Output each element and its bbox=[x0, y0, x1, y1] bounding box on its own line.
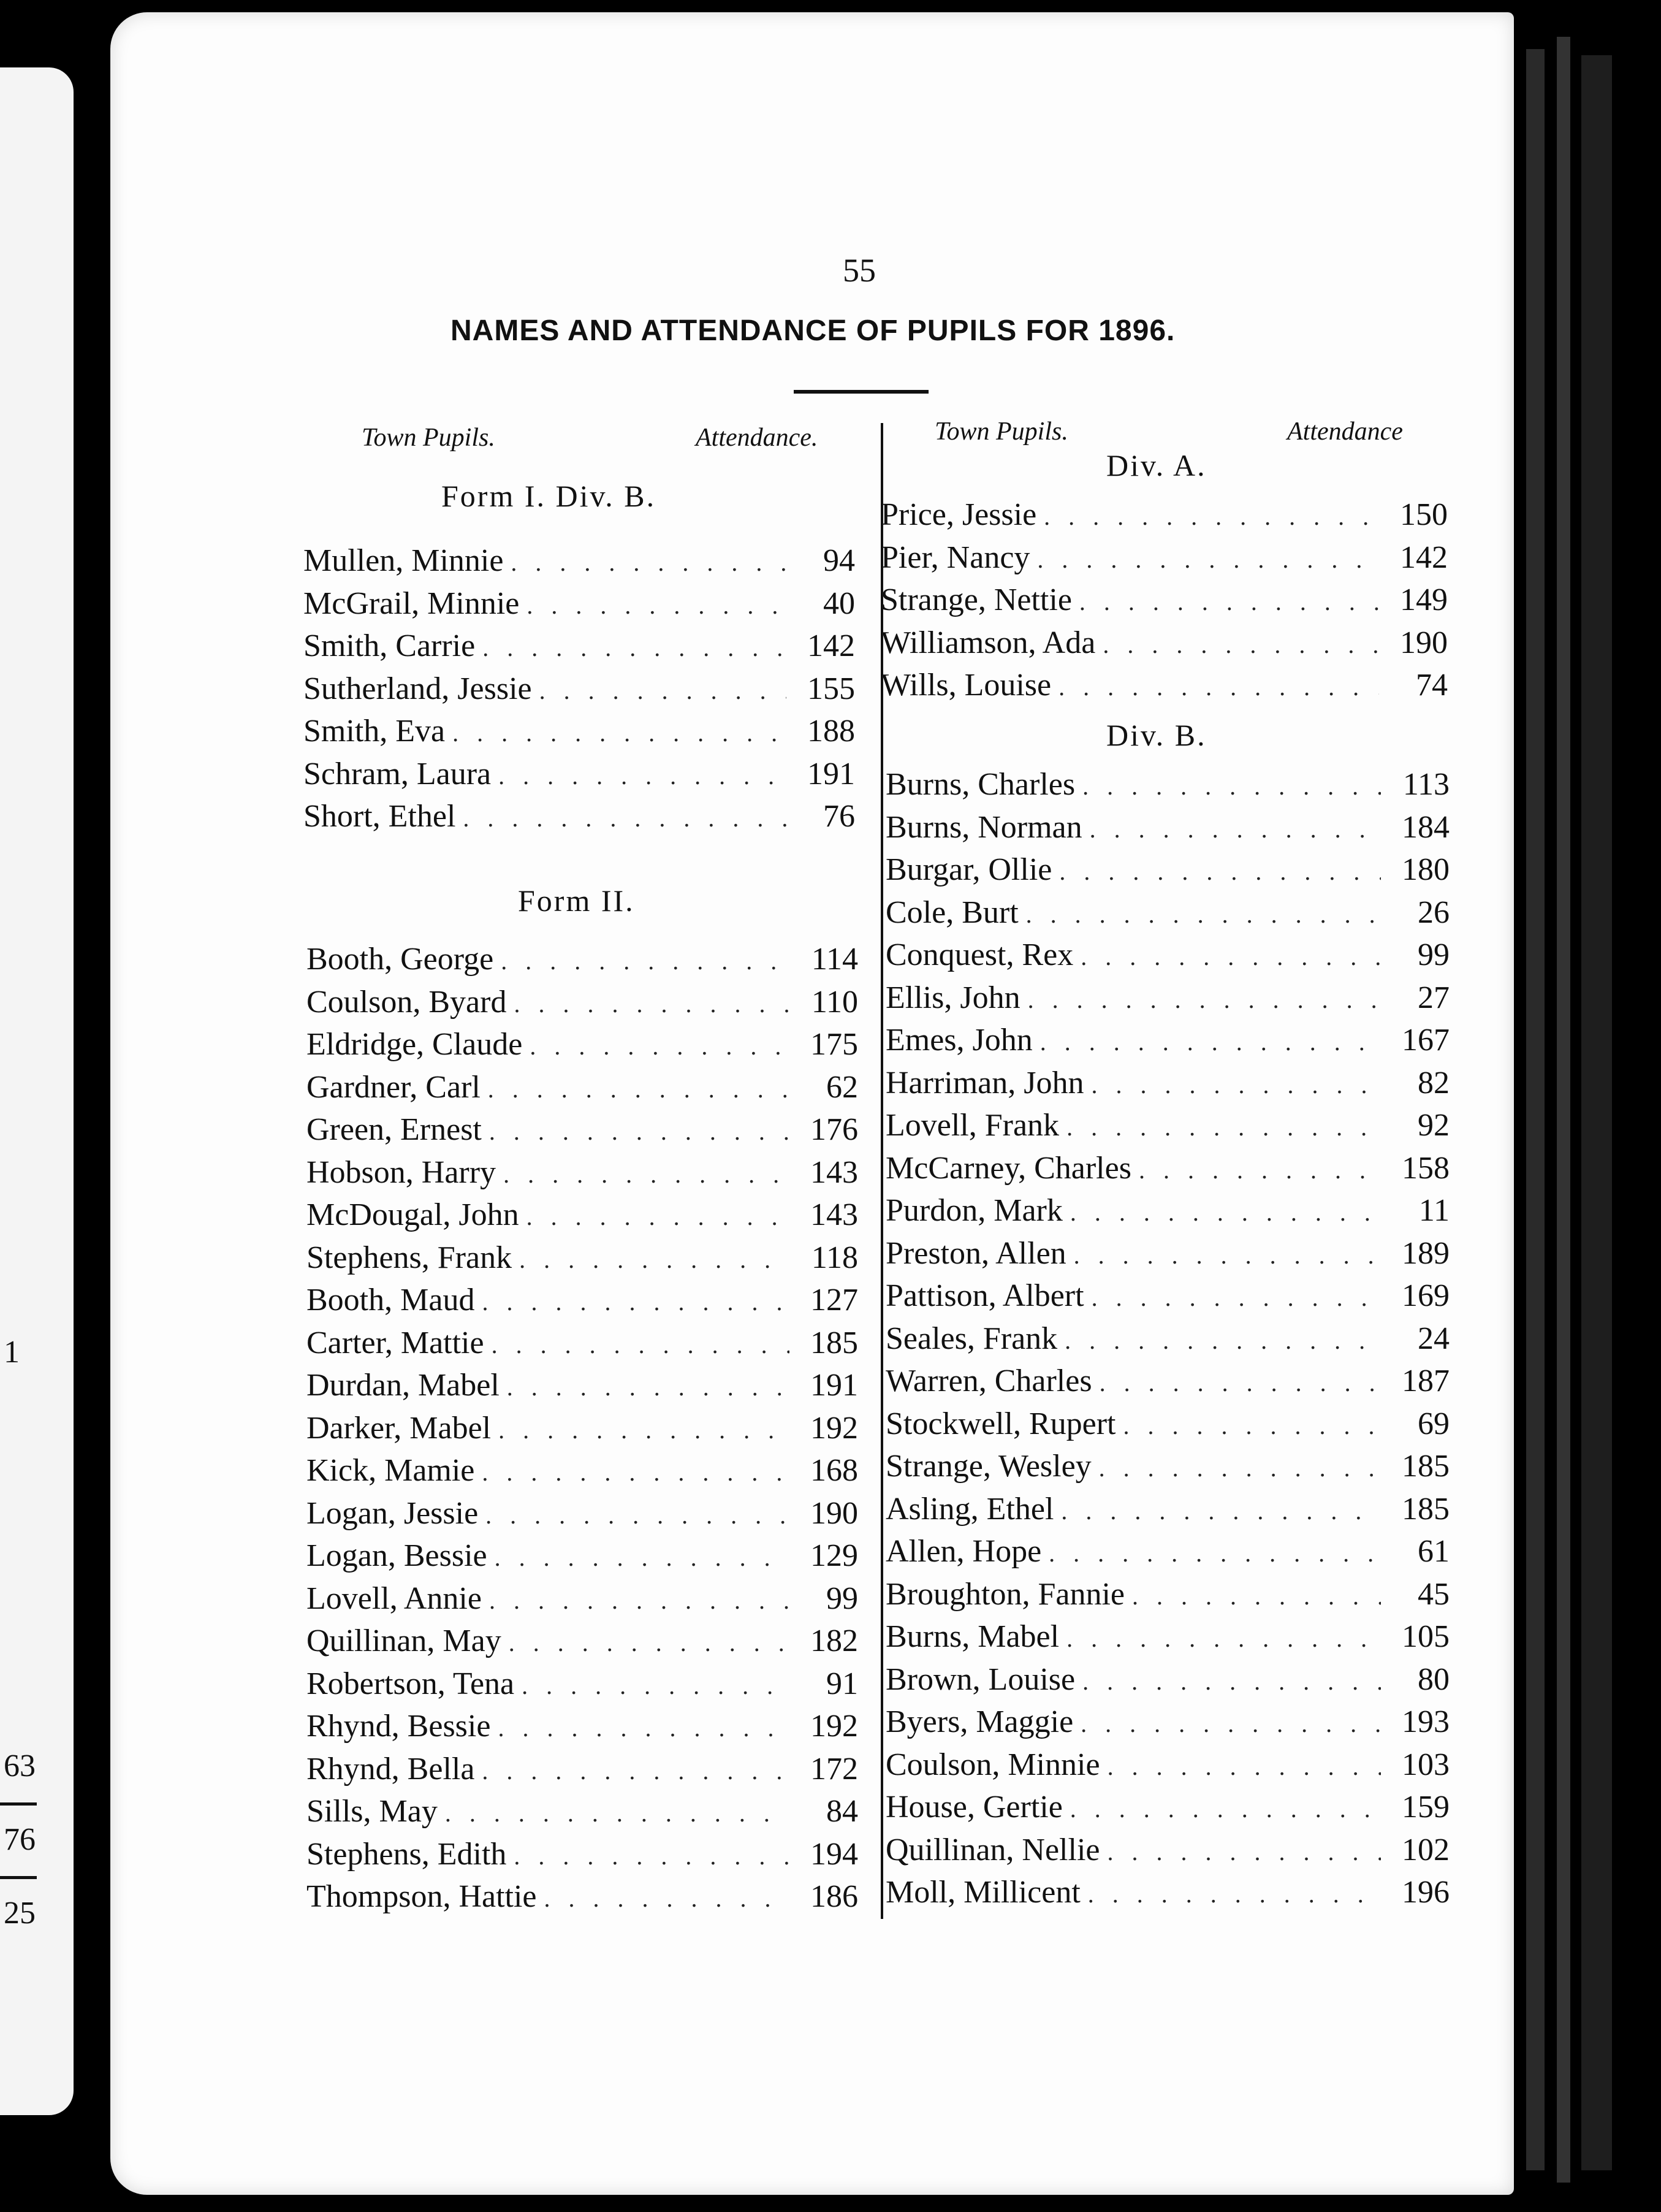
attendance-value: 190 bbox=[1400, 625, 1448, 660]
pupil-name: Stephens, Frank bbox=[306, 1240, 512, 1275]
leader-dots bbox=[1065, 1326, 1381, 1355]
pupil-name: Quillinan, May bbox=[306, 1623, 501, 1658]
leader-dots bbox=[1044, 502, 1379, 531]
attendance-value: 84 bbox=[826, 1794, 858, 1829]
table-row bbox=[886, 1874, 1450, 1913]
pupil-name: Purdon, Mark bbox=[886, 1193, 1063, 1228]
pupil-name: Pier, Nancy bbox=[881, 540, 1030, 575]
attendance-value: 76 bbox=[823, 799, 855, 834]
table-row bbox=[306, 1666, 858, 1705]
pupil-name: Moll, Millicent bbox=[886, 1875, 1081, 1910]
attendance-value: 61 bbox=[1418, 1534, 1450, 1569]
pupil-name: McCarney, Charles bbox=[886, 1150, 1131, 1186]
attendance-value: 26 bbox=[1418, 894, 1450, 930]
leader-dots bbox=[1066, 1113, 1381, 1142]
pupil-name: Eldridge, Claude bbox=[306, 1027, 523, 1062]
attendance-value: 40 bbox=[823, 585, 855, 621]
attendance-value: 175 bbox=[810, 1027, 858, 1062]
leader-dots bbox=[482, 1287, 789, 1316]
attendance-value: 185 bbox=[1402, 1491, 1450, 1527]
adjacent-page-rule bbox=[0, 1876, 37, 1879]
pupil-name: Burgar, Ollie bbox=[886, 852, 1052, 887]
table-row bbox=[306, 1538, 858, 1577]
pupil-name: Brown, Louise bbox=[886, 1661, 1076, 1697]
leader-dots bbox=[1100, 1368, 1381, 1397]
adjacent-page-rule bbox=[0, 1802, 37, 1806]
leader-dots bbox=[1070, 1198, 1381, 1227]
pupil-name: House, Gertie bbox=[886, 1790, 1063, 1825]
pupil-name: Strange, Wesley bbox=[886, 1449, 1092, 1484]
table-row bbox=[886, 1022, 1450, 1061]
pupil-name: Burns, Charles bbox=[886, 767, 1076, 802]
attendance-value: 159 bbox=[1402, 1790, 1450, 1825]
attendance-value: 80 bbox=[1418, 1661, 1450, 1697]
table-row bbox=[886, 1448, 1450, 1487]
attendance-value: 188 bbox=[807, 714, 855, 749]
pupil-name: Robertson, Tena bbox=[306, 1666, 515, 1701]
table-row bbox=[306, 1751, 858, 1790]
attendance-value: 189 bbox=[1402, 1235, 1450, 1271]
attendance-value: 158 bbox=[1402, 1150, 1450, 1186]
pupil-name: McDougal, John bbox=[306, 1197, 519, 1232]
leader-dots bbox=[1108, 1752, 1381, 1781]
pupil-name: Preston, Allen bbox=[886, 1235, 1066, 1271]
leader-dots bbox=[1059, 673, 1379, 701]
leader-dots bbox=[1037, 545, 1379, 574]
adjacent-page-fragment: 76 bbox=[4, 1822, 36, 1857]
pupil-name: Harriman, John bbox=[886, 1065, 1084, 1100]
pupil-name: Burns, Mabel bbox=[886, 1619, 1060, 1654]
pupil-name: Coulson, Minnie bbox=[886, 1747, 1100, 1782]
table-row bbox=[303, 543, 855, 582]
table-row bbox=[881, 540, 1448, 579]
attendance-value: 11 bbox=[1418, 1193, 1450, 1228]
table-row bbox=[306, 1325, 858, 1364]
table-row bbox=[306, 1240, 858, 1279]
leader-dots bbox=[1081, 1709, 1381, 1738]
pupil-name: Wills, Louise bbox=[881, 668, 1052, 703]
table-row bbox=[886, 1406, 1450, 1445]
table-row bbox=[303, 798, 855, 837]
table-row bbox=[886, 1150, 1450, 1189]
pupil-name: Lovell, Annie bbox=[306, 1581, 482, 1616]
pupil-name: Byers, Maggie bbox=[886, 1704, 1074, 1739]
table-row bbox=[886, 1704, 1450, 1743]
table-row bbox=[306, 1026, 858, 1066]
page-number: 55 bbox=[843, 252, 876, 289]
pupil-name: Booth, George bbox=[306, 942, 494, 977]
leader-dots bbox=[503, 1160, 789, 1189]
attendance-value: 155 bbox=[807, 671, 855, 706]
table-row bbox=[886, 1533, 1450, 1573]
pupil-name: Gardner, Carl bbox=[306, 1069, 481, 1105]
pupil-name: Price, Jessie bbox=[881, 497, 1037, 532]
table-row bbox=[306, 1410, 858, 1449]
table-row bbox=[303, 756, 855, 795]
pupil-name: Carter, Mattie bbox=[306, 1325, 484, 1360]
table-row bbox=[306, 1452, 858, 1492]
leader-dots bbox=[511, 548, 786, 577]
table-row bbox=[306, 1581, 858, 1620]
pupil-name: Stephens, Edith bbox=[306, 1836, 507, 1872]
adjacent-page-fragment: 1 bbox=[4, 1335, 20, 1370]
book-spine-edge bbox=[1557, 37, 1570, 2183]
table-row bbox=[886, 1619, 1450, 1658]
attendance-value: 114 bbox=[811, 942, 858, 977]
leader-dots bbox=[1079, 587, 1379, 616]
leader-dots bbox=[1049, 1539, 1381, 1568]
pupil-name: Booth, Maud bbox=[306, 1283, 475, 1318]
leader-dots bbox=[522, 1671, 789, 1700]
leader-dots bbox=[1107, 1837, 1381, 1866]
attendance-value: 180 bbox=[1402, 852, 1450, 887]
table-row bbox=[306, 941, 858, 980]
pupil-name: Durdan, Mabel bbox=[306, 1368, 500, 1403]
pupil-name: Sills, May bbox=[306, 1794, 438, 1829]
attendance-value: 190 bbox=[810, 1495, 858, 1531]
pupil-name: Warren, Charles bbox=[886, 1363, 1092, 1398]
table-row bbox=[886, 1491, 1450, 1530]
pupil-name: Quillinan, Nellie bbox=[886, 1832, 1100, 1867]
table-row bbox=[886, 1661, 1450, 1701]
leader-dots bbox=[1092, 1283, 1381, 1312]
pupil-name: Green, Ernest bbox=[306, 1112, 482, 1147]
leader-dots bbox=[498, 1416, 789, 1444]
section-heading: Div. A. bbox=[1106, 448, 1207, 482]
leader-dots bbox=[445, 1799, 789, 1828]
table-row bbox=[881, 497, 1448, 536]
pupil-name: Coulson, Byard bbox=[306, 984, 507, 1020]
attendance-value: 192 bbox=[810, 1410, 858, 1446]
pupil-name: Hobson, Harry bbox=[306, 1154, 496, 1190]
attendance-value: 167 bbox=[1402, 1023, 1450, 1058]
leader-dots bbox=[1074, 1241, 1381, 1270]
attendance-value: 187 bbox=[1402, 1363, 1450, 1398]
table-row bbox=[306, 1112, 858, 1151]
attendance-value: 103 bbox=[1402, 1747, 1450, 1782]
leader-dots bbox=[1082, 1667, 1381, 1696]
pupil-name: Sutherland, Jessie bbox=[303, 671, 532, 706]
book-spine-edge bbox=[1581, 55, 1612, 2170]
leader-dots bbox=[1070, 1794, 1381, 1823]
pupil-name: Rhynd, Bella bbox=[306, 1751, 475, 1787]
table-row bbox=[886, 1321, 1450, 1360]
pupil-name: Conquest, Rex bbox=[886, 937, 1074, 972]
pupil-name: Ellis, John bbox=[886, 980, 1021, 1015]
leader-dots bbox=[495, 1543, 789, 1572]
book-spine-edge bbox=[1526, 49, 1545, 2170]
attendance-value: 62 bbox=[826, 1069, 858, 1105]
table-row bbox=[306, 1069, 858, 1108]
table-row bbox=[886, 852, 1450, 891]
attendance-value: 118 bbox=[811, 1240, 858, 1275]
leader-dots bbox=[489, 1117, 789, 1146]
table-row bbox=[886, 1576, 1450, 1615]
table-row bbox=[881, 667, 1448, 706]
adjacent-page-edge bbox=[0, 67, 74, 2115]
pupil-name: Kick, Mamie bbox=[306, 1453, 475, 1488]
table-row bbox=[886, 1789, 1450, 1828]
leader-dots bbox=[1132, 1582, 1381, 1611]
pupil-name: Rhynd, Bessie bbox=[306, 1709, 491, 1744]
attendance-value: 105 bbox=[1402, 1619, 1450, 1654]
table-row bbox=[886, 980, 1450, 1019]
attendance-value: 82 bbox=[1418, 1065, 1450, 1100]
pupil-name: Williamson, Ada bbox=[881, 625, 1096, 660]
attendance-value: 186 bbox=[810, 1879, 858, 1914]
attendance-value: 149 bbox=[1400, 582, 1448, 617]
pupil-name: Seales, Frank bbox=[886, 1321, 1058, 1356]
leader-dots bbox=[452, 719, 786, 747]
left-column-header-pupils: Town Pupils. bbox=[362, 424, 495, 452]
attendance-value: 127 bbox=[810, 1283, 858, 1318]
leader-dots bbox=[514, 1842, 789, 1871]
table-row bbox=[886, 809, 1450, 849]
section-heading: Div. B. bbox=[1106, 718, 1207, 752]
leader-dots bbox=[492, 1330, 789, 1359]
pupil-name: Smith, Eva bbox=[303, 714, 446, 749]
leader-dots bbox=[1081, 942, 1381, 971]
adjacent-page-fragment: 63 bbox=[4, 1749, 36, 1783]
right-column-header-attendance: Attendance bbox=[1287, 418, 1403, 446]
leader-dots bbox=[1099, 1454, 1381, 1482]
attendance-value: 142 bbox=[1400, 540, 1448, 575]
attendance-value: 113 bbox=[1402, 767, 1450, 802]
leader-dots bbox=[482, 1458, 789, 1487]
leader-dots bbox=[482, 1756, 789, 1785]
table-row bbox=[886, 1192, 1450, 1232]
table-row bbox=[886, 766, 1450, 806]
leader-dots bbox=[1139, 1156, 1381, 1184]
pupil-name: Allen, Hope bbox=[886, 1534, 1042, 1569]
pupil-name: Strange, Nettie bbox=[881, 582, 1072, 617]
table-row bbox=[303, 713, 855, 752]
leader-dots bbox=[498, 1714, 789, 1742]
table-row bbox=[306, 1836, 858, 1875]
leader-dots bbox=[1103, 630, 1379, 659]
attendance-value: 142 bbox=[807, 628, 855, 663]
table-row bbox=[886, 937, 1450, 976]
attendance-value: 27 bbox=[1418, 980, 1450, 1015]
section-heading: Form I. Div. B. bbox=[441, 479, 656, 513]
pupil-name: Burns, Norman bbox=[886, 809, 1082, 845]
attendance-value: 168 bbox=[810, 1453, 858, 1488]
leader-dots bbox=[526, 591, 786, 620]
attendance-value: 150 bbox=[1400, 497, 1448, 532]
table-row bbox=[306, 1197, 858, 1236]
table-row bbox=[306, 1495, 858, 1535]
table-row bbox=[303, 671, 855, 710]
table-row bbox=[306, 1623, 858, 1662]
pupil-name: Mullen, Minnie bbox=[303, 543, 504, 578]
attendance-value: 92 bbox=[1418, 1108, 1450, 1143]
attendance-value: 172 bbox=[810, 1751, 858, 1787]
attendance-value: 191 bbox=[807, 756, 855, 791]
leader-dots bbox=[1066, 1624, 1381, 1653]
leader-dots bbox=[1090, 815, 1381, 844]
table-row bbox=[306, 984, 858, 1023]
attendance-value: 143 bbox=[810, 1197, 858, 1232]
table-row bbox=[303, 585, 855, 625]
table-row bbox=[306, 1367, 858, 1406]
leader-dots bbox=[539, 676, 786, 705]
attendance-value: 185 bbox=[810, 1325, 858, 1360]
table-row bbox=[306, 1878, 858, 1918]
leader-dots bbox=[1059, 857, 1381, 886]
pupil-name: Cole, Burt bbox=[886, 894, 1019, 930]
leader-dots bbox=[530, 1032, 789, 1061]
pupil-name: Thompson, Hattie bbox=[306, 1879, 537, 1914]
pupil-name: Pattison, Albert bbox=[886, 1278, 1084, 1313]
attendance-value: 194 bbox=[810, 1836, 858, 1872]
table-row bbox=[881, 625, 1448, 664]
attendance-value: 182 bbox=[810, 1623, 858, 1658]
leader-dots bbox=[1040, 1028, 1381, 1056]
attendance-value: 74 bbox=[1416, 668, 1448, 703]
pupil-name: Emes, John bbox=[886, 1023, 1033, 1058]
table-row bbox=[886, 1363, 1450, 1402]
attendance-value: 99 bbox=[1418, 937, 1450, 972]
leader-dots bbox=[509, 1628, 789, 1657]
pupil-name: Short, Ethel bbox=[303, 799, 456, 834]
table-row bbox=[881, 582, 1448, 621]
leader-dots bbox=[498, 761, 786, 790]
pupil-name: Logan, Jessie bbox=[306, 1495, 479, 1531]
attendance-value: 24 bbox=[1418, 1321, 1450, 1356]
table-row bbox=[303, 628, 855, 667]
left-column-header-attendance: Attendance. bbox=[696, 424, 818, 452]
table-row bbox=[886, 1065, 1450, 1104]
attendance-value: 185 bbox=[1402, 1449, 1450, 1484]
leader-dots bbox=[463, 804, 786, 833]
page-title: NAMES AND ATTENDANCE OF PUPILS FOR 1896. bbox=[450, 315, 1176, 347]
attendance-value: 110 bbox=[811, 984, 858, 1020]
leader-dots bbox=[1123, 1411, 1381, 1440]
pupil-name: Smith, Carrie bbox=[303, 628, 476, 663]
attendance-value: 102 bbox=[1402, 1832, 1450, 1867]
attendance-value: 91 bbox=[826, 1666, 858, 1701]
pupil-name: Schram, Laura bbox=[303, 756, 492, 791]
leader-dots bbox=[544, 1884, 789, 1913]
table-row bbox=[306, 1708, 858, 1747]
pupil-name: Broughton, Fannie bbox=[886, 1576, 1125, 1612]
leader-dots bbox=[1026, 900, 1381, 929]
adjacent-page-fragment: 25 bbox=[4, 1896, 36, 1931]
table-row bbox=[306, 1154, 858, 1194]
pupil-name: Asling, Ethel bbox=[886, 1491, 1054, 1527]
leader-dots bbox=[1088, 1880, 1381, 1909]
pupil-name: Logan, Bessie bbox=[306, 1538, 487, 1573]
table-row bbox=[886, 1832, 1450, 1871]
leader-dots bbox=[1061, 1497, 1381, 1525]
attendance-value: 45 bbox=[1418, 1576, 1450, 1612]
table-row bbox=[306, 1282, 858, 1321]
leader-dots bbox=[1028, 985, 1381, 1014]
attendance-value: 69 bbox=[1418, 1406, 1450, 1441]
table-row bbox=[886, 1747, 1450, 1786]
leader-dots bbox=[1091, 1070, 1381, 1099]
leader-dots bbox=[519, 1245, 789, 1274]
attendance-value: 143 bbox=[810, 1154, 858, 1190]
leader-dots bbox=[526, 1202, 789, 1231]
leader-dots bbox=[1082, 772, 1381, 801]
right-column-header-pupils: Town Pupils. bbox=[935, 418, 1068, 446]
leader-dots bbox=[501, 947, 789, 975]
table-row bbox=[886, 1278, 1450, 1317]
section-heading: Form II. bbox=[518, 883, 635, 918]
attendance-value: 191 bbox=[810, 1368, 858, 1403]
attendance-value: 129 bbox=[810, 1538, 858, 1573]
table-row bbox=[886, 1235, 1450, 1275]
pupil-name: Darker, Mabel bbox=[306, 1410, 492, 1446]
title-rule bbox=[794, 390, 929, 394]
attendance-value: 192 bbox=[810, 1709, 858, 1744]
leader-dots bbox=[488, 1075, 789, 1104]
attendance-value: 184 bbox=[1402, 809, 1450, 845]
attendance-value: 176 bbox=[810, 1112, 858, 1147]
leader-dots bbox=[482, 633, 786, 662]
table-row bbox=[886, 1107, 1450, 1146]
pupil-name: Lovell, Frank bbox=[886, 1108, 1060, 1143]
attendance-value: 196 bbox=[1402, 1875, 1450, 1910]
leader-dots bbox=[485, 1501, 789, 1530]
attendance-value: 193 bbox=[1402, 1704, 1450, 1739]
table-row bbox=[306, 1793, 858, 1833]
attendance-value: 169 bbox=[1402, 1278, 1450, 1313]
leader-dots bbox=[507, 1373, 789, 1402]
table-row bbox=[886, 894, 1450, 934]
attendance-value: 94 bbox=[823, 543, 855, 578]
attendance-value: 99 bbox=[826, 1581, 858, 1616]
leader-dots bbox=[489, 1586, 789, 1615]
pupil-name: Stockwell, Rupert bbox=[886, 1406, 1116, 1441]
leader-dots bbox=[514, 990, 789, 1018]
pupil-name: McGrail, Minnie bbox=[303, 585, 520, 621]
